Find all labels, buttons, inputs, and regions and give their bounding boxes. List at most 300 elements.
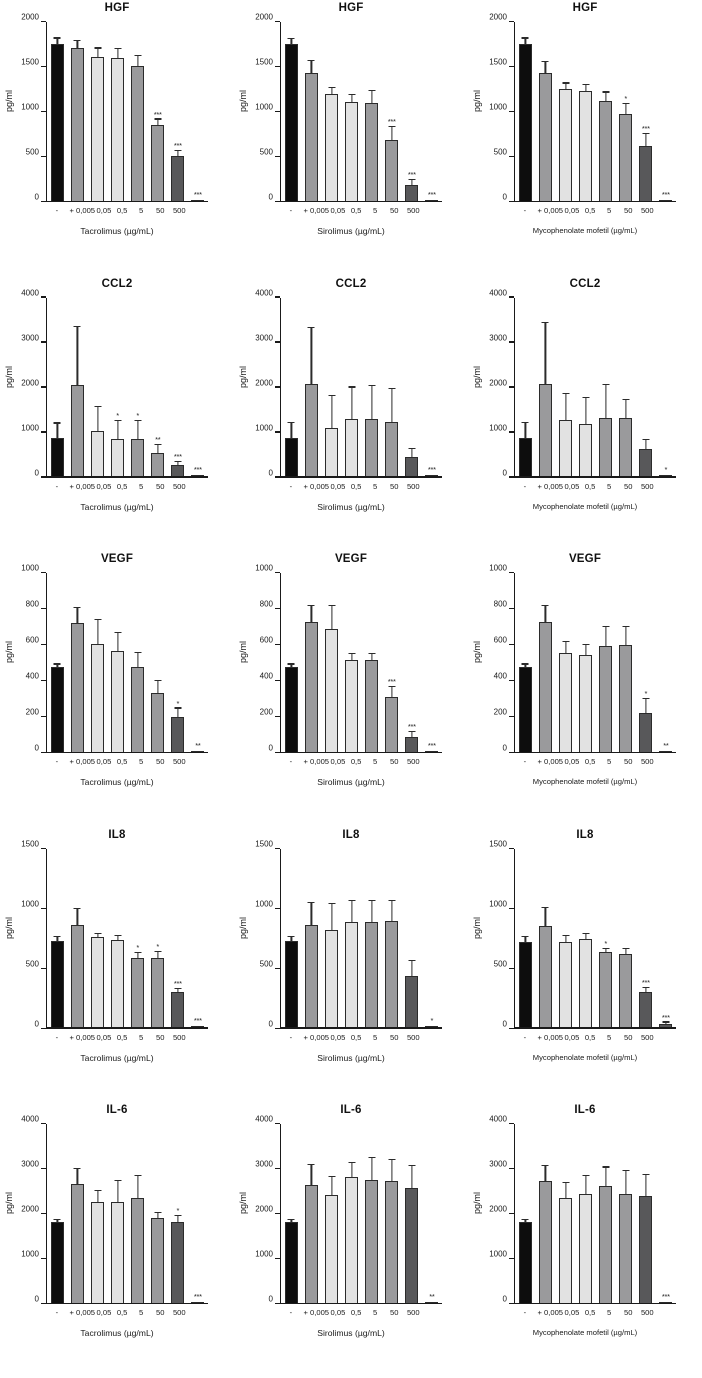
plot-area: [21, 839, 208, 1029]
error-bar: [291, 1220, 292, 1223]
error-bar: [525, 1220, 526, 1223]
error-bar-cap: [368, 90, 375, 91]
error-bar-cap: [602, 91, 609, 92]
x-axis-tick-label: -: [55, 206, 59, 215]
error-bar: [605, 1168, 606, 1186]
error-bar: [525, 665, 526, 668]
bar-group: [619, 849, 632, 1028]
y-axis-tick-label: 1000: [489, 102, 507, 112]
error-bar: [291, 665, 292, 668]
y-axis-label: pg/ml: [238, 1192, 248, 1215]
x-axis-tick-label: 50: [624, 481, 633, 491]
bar-group: [285, 22, 298, 201]
bar-group: [519, 298, 532, 477]
error-bar: [605, 93, 606, 101]
panel-title: HGF: [338, 2, 364, 14]
bar-group: [425, 1124, 438, 1303]
y-axis-tick-label: 1000: [489, 423, 507, 433]
x-axis-tick-label: 0,5: [350, 757, 362, 767]
y-axis-tick-label: 4000: [21, 288, 39, 298]
bar-group: [131, 573, 144, 752]
error-bar: [57, 937, 58, 941]
error-bar-cap: [562, 935, 569, 936]
bar-group: [539, 849, 552, 1028]
x-axis-tick-label: [660, 482, 673, 491]
y-axis-tick: [41, 1123, 46, 1124]
bar: [285, 941, 298, 1027]
error-bar-cap: [368, 385, 375, 386]
panel-title: IL8: [342, 828, 360, 841]
bar: [325, 428, 338, 477]
error-bar-cap: [348, 94, 355, 95]
x-axis-line: [46, 752, 208, 753]
bar-group: [639, 22, 652, 201]
bar-group: [51, 298, 64, 477]
error-bar-cap: [642, 1174, 649, 1175]
bar-group: [325, 1124, 338, 1303]
y-axis-tick: [509, 431, 514, 432]
error-bar: [177, 709, 178, 717]
error-bar: [311, 903, 312, 925]
plot-area: [489, 288, 676, 478]
x-axis-tick-label: 0,5: [350, 206, 362, 215]
x-axis-title: Tacrolimus (µg/mL): [80, 226, 154, 236]
bar-group: [91, 298, 104, 477]
y-axis-tick: [275, 476, 280, 477]
bar-group: [131, 298, 144, 477]
y-axis-tick-label: 0: [34, 1294, 39, 1304]
bar-group: [171, 298, 184, 477]
x-axis-tick-labels: [515, 1308, 676, 1317]
bar-group: [405, 22, 418, 201]
error-bar-cap: [74, 40, 81, 41]
x-axis-line: [514, 1027, 676, 1028]
bar-group: [385, 573, 398, 752]
panel-title: VEGF: [100, 553, 134, 566]
y-axis-tick: [509, 1123, 514, 1124]
significance-marker: ***: [193, 464, 202, 474]
bar-group: [71, 1124, 84, 1303]
bar: [639, 449, 652, 476]
x-axis-tick-label: + 0,005: [537, 481, 564, 491]
bar-group: [325, 849, 338, 1028]
y-axis-tick: [275, 968, 280, 969]
y-axis-tick: [509, 968, 514, 969]
error-bar: [625, 400, 626, 418]
panel-title: CCL2: [569, 277, 601, 290]
panel-title: VEGF: [334, 553, 368, 566]
bar-group: [345, 573, 358, 752]
bar: [191, 1291, 204, 1303]
error-bar: [565, 84, 566, 89]
y-axis-tick: [275, 66, 280, 67]
x-axis-line: [46, 1303, 208, 1304]
bar-group: [405, 849, 418, 1028]
x-axis-tick-label: 50: [624, 1032, 633, 1042]
bar: [151, 942, 164, 1028]
bar-series: [515, 849, 676, 1028]
error-bar-cap: [288, 38, 295, 39]
error-bar-cap: [74, 326, 81, 327]
x-axis-tick-label: + 0,005: [303, 481, 330, 491]
y-axis-tick: [509, 386, 514, 387]
y-axis-tick-label: 1500: [489, 839, 507, 849]
bar: [365, 660, 378, 752]
y-axis-tick-label: 1000: [489, 899, 507, 909]
y-axis-tick-label: 2000: [21, 12, 39, 22]
plot-area: [21, 563, 208, 753]
error-bar-cap: [114, 632, 121, 633]
bar: [405, 1188, 418, 1303]
significance-marker: *: [136, 411, 139, 421]
error-bar: [665, 1023, 666, 1024]
bar-group: [325, 298, 338, 477]
error-bar-cap: [522, 663, 529, 664]
y-axis-tick-label: 4000: [255, 288, 273, 298]
x-axis-line: [46, 201, 208, 202]
bar: [559, 89, 572, 201]
error-bar: [371, 1158, 372, 1180]
bar: [619, 645, 632, 752]
y-axis-tick: [509, 908, 514, 909]
x-axis-line: [46, 476, 208, 477]
error-bar: [57, 1220, 58, 1223]
x-axis-tick-label: + 0,005: [69, 481, 96, 491]
x-axis-tick-label: 0,5: [584, 757, 596, 767]
y-axis-label: pg/ml: [4, 641, 14, 664]
x-axis-tick-label: 500: [406, 206, 420, 215]
error-bar: [57, 424, 58, 439]
error-bar-cap: [114, 1180, 121, 1181]
y-axis-tick: [41, 1168, 46, 1169]
bar: [619, 418, 632, 477]
y-axis-tick: [275, 156, 280, 157]
error-bar-cap: [368, 900, 375, 901]
bar-group: [51, 849, 64, 1028]
y-axis-tick-label: 1000: [255, 1249, 273, 1259]
error-bar-cap: [134, 1175, 141, 1176]
bar-series: [47, 573, 208, 752]
x-axis-tick-label: 5: [607, 1308, 612, 1318]
bar-group: [365, 298, 378, 477]
bar: [305, 384, 318, 477]
error-bar-cap: [134, 652, 141, 653]
x-axis-tick-label: 50: [624, 1308, 633, 1318]
x-axis-tick-label: 5: [373, 481, 378, 491]
error-bar-cap: [542, 61, 549, 62]
x-axis-tick-label: 0,05: [330, 1308, 346, 1318]
bar-group: [285, 1124, 298, 1303]
y-axis-tick: [509, 341, 514, 342]
x-axis-tick-label: -: [55, 757, 59, 767]
y-axis-tick-label: 0: [502, 468, 507, 478]
error-bar: [625, 949, 626, 954]
x-axis-tick-label: 500: [172, 206, 186, 215]
error-bar: [411, 732, 412, 737]
error-bar: [117, 936, 118, 940]
error-bar-cap: [522, 37, 529, 38]
x-axis-tick-label: 500: [640, 206, 654, 215]
error-bar-cap: [308, 1164, 315, 1165]
y-axis-tick: [41, 431, 46, 432]
error-bar: [605, 627, 606, 646]
error-bar: [77, 1169, 78, 1183]
x-axis-tick-label: + 0,005: [303, 206, 330, 215]
bar-group: [191, 573, 204, 752]
chart-panel: [234, 0, 468, 276]
bar: [579, 91, 592, 201]
x-axis-title: Mycophenolate mofetil (µg/mL): [532, 1328, 638, 1338]
error-bar-cap: [308, 902, 315, 903]
error-bar-cap: [114, 48, 121, 49]
bar: [191, 1015, 204, 1027]
bar-group: [191, 1124, 204, 1303]
bar: [619, 954, 632, 1028]
significance-marker: *: [156, 942, 160, 952]
bar-group: [365, 849, 378, 1028]
error-bar: [645, 440, 646, 449]
x-axis-tick-label: 500: [640, 481, 654, 491]
y-axis-tick: [275, 752, 280, 753]
bar: [639, 1196, 652, 1303]
bar-group: [579, 573, 592, 752]
bar-group: [345, 1124, 358, 1303]
y-axis-tick-label: 0: [34, 1019, 39, 1029]
error-bar-cap: [582, 84, 589, 85]
error-bar-cap: [542, 322, 549, 323]
y-axis-tick: [41, 1213, 46, 1214]
error-bar: [351, 654, 352, 660]
bar: [599, 418, 612, 476]
x-axis-tick-label: 5: [373, 1032, 378, 1042]
y-axis-tick: [275, 341, 280, 342]
bar-group: [385, 849, 398, 1028]
x-axis-tick-labels: [47, 206, 208, 215]
error-bar: [311, 328, 312, 384]
error-bar: [331, 904, 332, 930]
x-axis-tick-label: -: [289, 1308, 293, 1318]
y-axis-tick-label: 0: [268, 192, 273, 202]
y-axis-tick-label: 0: [268, 1019, 273, 1029]
panel-title: IL8: [108, 828, 126, 841]
x-axis-tick-label: -: [289, 481, 293, 491]
error-bar: [351, 901, 352, 921]
y-axis-tick: [275, 1168, 280, 1169]
x-axis-tick-label: -: [55, 1308, 59, 1318]
bar-group: [659, 573, 672, 752]
bar: [131, 411, 144, 476]
y-axis-tick: [41, 716, 46, 717]
chart-panel: [468, 551, 702, 827]
bar: [579, 1194, 592, 1303]
error-bar-cap: [54, 663, 61, 664]
error-bar-cap: [522, 422, 529, 423]
x-axis-tick-label: 0,5: [116, 1032, 128, 1042]
bar: [285, 667, 298, 752]
error-bar-cap: [288, 663, 295, 664]
error-bar-cap: [408, 448, 415, 449]
y-axis-tick-label: 400: [493, 671, 507, 681]
x-axis-tick-labels: [281, 206, 442, 215]
x-axis-tick-label: 5: [607, 481, 612, 491]
x-axis-tick-label: -: [523, 1032, 527, 1042]
bar: [579, 424, 592, 476]
significance-marker: ***: [427, 189, 436, 199]
bar-group: [539, 22, 552, 201]
x-axis-tick-label: 0,5: [350, 481, 362, 491]
x-axis-tick-label: + 0,005: [537, 206, 564, 215]
y-axis-tick: [41, 752, 46, 753]
bar-group: [305, 1124, 318, 1303]
x-axis-tick-label: -: [289, 206, 293, 215]
y-axis-tick: [41, 66, 46, 67]
bar-group: [405, 1124, 418, 1303]
error-bar: [331, 396, 332, 428]
y-axis-tick: [41, 156, 46, 157]
error-bar: [391, 901, 392, 921]
bar-series: [515, 22, 676, 201]
bar-group: [111, 573, 124, 752]
x-axis-tick-label: 50: [624, 757, 633, 767]
x-axis-tick-label: 50: [156, 481, 165, 491]
bar: [365, 103, 378, 201]
bar: [51, 1222, 64, 1303]
bar: [191, 464, 204, 476]
x-axis-tick-label: 500: [172, 757, 186, 767]
error-bar: [117, 49, 118, 58]
significance-marker: ***: [641, 124, 650, 134]
y-axis-tick-label: 800: [493, 599, 507, 609]
x-axis-tick-label: 0,5: [116, 1308, 128, 1318]
error-bar-cap: [94, 1190, 101, 1191]
bar: [639, 978, 652, 1027]
chart-panel: [0, 0, 234, 276]
x-axis-tick-label: 0,5: [116, 206, 128, 215]
error-bar-cap: [582, 1175, 589, 1176]
bar-group: [425, 298, 438, 477]
y-axis-tick: [275, 1028, 280, 1029]
bar: [599, 938, 612, 1027]
plot-area: [21, 12, 208, 202]
error-bar: [371, 654, 372, 660]
error-bar-cap: [542, 605, 549, 606]
x-axis-tick-labels: [47, 1033, 208, 1042]
bar: [285, 438, 298, 476]
error-bar-cap: [368, 653, 375, 654]
error-bar: [97, 620, 98, 643]
bar: [519, 667, 532, 752]
x-axis-line: [280, 476, 442, 477]
y-axis-tick-label: 3000: [255, 1159, 273, 1169]
error-bar-cap: [348, 653, 355, 654]
x-axis-tick-label: 500: [172, 1032, 186, 1042]
bar: [151, 435, 164, 476]
y-axis-tick-label: 0: [34, 192, 39, 202]
x-axis-tick-label: 5: [139, 757, 144, 767]
y-axis-tick: [509, 1168, 514, 1169]
significance-marker: **: [155, 435, 161, 445]
error-bar: [645, 1175, 646, 1197]
x-axis-tick-label: + 0,005: [69, 1308, 96, 1318]
y-axis-tick-label: 0: [34, 468, 39, 478]
y-axis-tick: [41, 386, 46, 387]
bar-group: [91, 573, 104, 752]
bar: [385, 1181, 398, 1303]
error-bar: [291, 423, 292, 438]
x-axis-tick-labels: [281, 1033, 442, 1042]
x-axis-tick-label: -: [523, 1308, 527, 1318]
y-axis-tick: [275, 1303, 280, 1304]
bar: [559, 420, 572, 477]
bar-group: [191, 298, 204, 477]
y-axis-tick-label: 500: [493, 147, 507, 157]
y-axis-tick-label: 600: [493, 635, 507, 645]
x-axis-tick-label: 50: [156, 757, 165, 767]
significance-marker: ***: [661, 189, 670, 199]
bar: [365, 1180, 378, 1303]
error-bar: [371, 91, 372, 103]
plot-area: [21, 288, 208, 478]
plot-area: [255, 839, 442, 1029]
y-axis-tick: [509, 156, 514, 157]
error-bar-cap: [74, 1168, 81, 1169]
error-bar: [565, 394, 566, 419]
x-axis-tick-labels: [47, 482, 208, 491]
error-bar-cap: [154, 680, 161, 681]
x-axis-tick-label: + 0,005: [303, 1032, 330, 1042]
x-axis-tick-label: 5: [373, 757, 378, 767]
error-bar-cap: [522, 1219, 529, 1220]
x-axis-tick-label: [660, 1033, 673, 1042]
y-axis-tick-label: 0: [502, 1294, 507, 1304]
significance-marker: ***: [173, 451, 182, 461]
bar-group: [659, 1124, 672, 1303]
bar: [539, 926, 552, 1027]
plot-area: [255, 563, 442, 753]
x-axis-tick-label: 5: [139, 481, 144, 491]
x-axis-tick-labels: [515, 482, 676, 491]
y-axis-tick-label: 500: [259, 959, 273, 969]
error-bar-cap: [622, 626, 629, 627]
error-bar-cap: [308, 327, 315, 328]
y-axis-tick-label: 400: [259, 671, 273, 681]
error-bar: [57, 39, 58, 44]
x-axis-tick-label: -: [523, 481, 527, 491]
x-axis-tick-labels: [281, 482, 442, 491]
error-bar: [351, 1163, 352, 1177]
significance-marker: ***: [193, 1015, 202, 1025]
significance-marker: *: [644, 688, 648, 698]
bar: [71, 925, 84, 1028]
error-bar-cap: [154, 1212, 161, 1213]
x-axis-title: Sirolimus (µg/mL): [317, 1052, 385, 1063]
bar: [519, 438, 532, 476]
error-bar: [57, 665, 58, 668]
bar-group: [345, 22, 358, 201]
error-bar-cap: [562, 82, 569, 83]
bar: [425, 741, 438, 752]
x-axis-tick-label: [192, 1033, 205, 1042]
plot-area: [255, 288, 442, 478]
bar: [305, 925, 318, 1028]
x-axis-line: [280, 752, 442, 753]
significance-marker: ***: [407, 722, 416, 731]
y-axis-tick-label: 0: [268, 1294, 273, 1304]
bar: [519, 1222, 532, 1303]
error-bar: [371, 901, 372, 922]
bar: [639, 124, 652, 201]
error-bar: [97, 49, 98, 57]
